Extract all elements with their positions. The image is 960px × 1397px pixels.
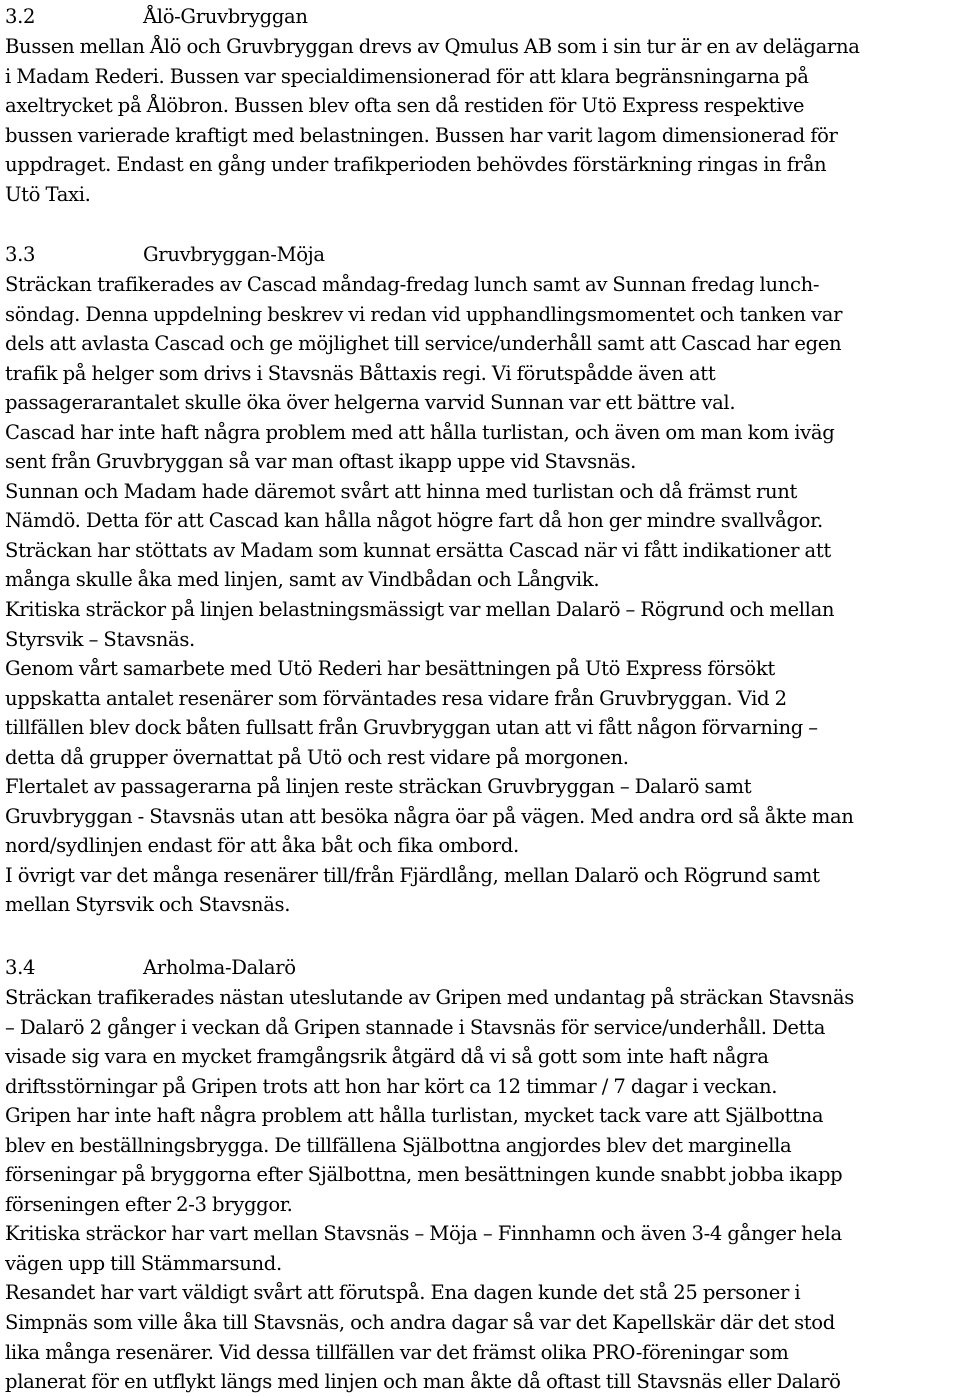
paragraph-line: bussen varierade kraftigt med belastningen. Bussen har varit lagom dimensionerad för bbox=[5, 123, 838, 147]
paragraph-line: Kritiska sträckor på linjen belastningsmässigt var mellan Dalarö – Rögrund och mellan bbox=[5, 598, 835, 622]
paragraph-line: Sunnan och Madam hade däremot svårt att hinna med turlistan och då främst runt bbox=[5, 479, 798, 503]
paragraph-line: många skulle åka med linjen, samt av Vindbådan och Långvik. bbox=[5, 568, 600, 592]
section-body bbox=[5, 32, 860, 209]
paragraph-line: Gruvbryggan - Stavsnäs utan att besöka några öar på vägen. Med andra ord så åkte man bbox=[5, 804, 854, 828]
paragraph-line: Flertalet av passagerarna på linjen reste sträckan Gruvbryggan – Dalarö samt bbox=[5, 775, 752, 799]
section-body bbox=[5, 983, 854, 1397]
paragraph-line: blev en beställningsbrygga. De tillfällena Själbottna angjordes blev det marginella bbox=[5, 1133, 792, 1157]
section-number: 3.4 bbox=[5, 956, 36, 979]
paragraph-line: söndag. Denna uppdelning beskrev vi redan vid upphandlingsmomentet och tanken var bbox=[5, 302, 843, 326]
paragraph-line: uppdraget. Endast en gång under trafikperioden behövdes förstärkning ringas in från bbox=[5, 153, 827, 177]
section-3-3 bbox=[5, 240, 854, 920]
section-number: 3.3 bbox=[5, 243, 36, 266]
section-3-4 bbox=[5, 953, 854, 1397]
paragraph-line: Simpnäs som ville åka till Stavsnäs, och andra dagar så var det Kapellskär där det stod bbox=[5, 1311, 835, 1335]
paragraph-line: förseningen efter 2-3 bryggor. bbox=[5, 1192, 293, 1216]
paragraph-line: Bussen mellan Ålö och Gruvbryggan drevs av Qmulus AB som i sin tur är en av delägarna bbox=[5, 35, 860, 58]
section-body bbox=[5, 270, 854, 920]
paragraph-line: passagerarantalet skulle öka över helgerna varvid Sunnan var ett bättre val. bbox=[5, 391, 736, 415]
section-3-2 bbox=[5, 2, 860, 209]
paragraph-line: Genom vårt samarbete med Utö Rederi har besättningen på Utö Express försökt bbox=[5, 657, 775, 681]
paragraph-line: i Madam Rederi. Bussen var specialdimensionerad för att klara begränsningarna på bbox=[5, 64, 809, 88]
paragraph-line: Kritiska sträckor har vart mellan Stavsnäs – Möja – Finnhamn och även 3-4 gånger hela bbox=[5, 1222, 842, 1246]
paragraph-line: planerat för en utflykt längs med linjen och man åkte då oftast till Stavsnäs eller Dalarö bbox=[5, 1370, 841, 1394]
section-number: 3.2 bbox=[5, 5, 36, 28]
section-title: Arholma-Dalarö bbox=[143, 956, 296, 979]
paragraph-line: Utö Taxi. bbox=[5, 182, 91, 206]
section-heading bbox=[5, 240, 854, 270]
paragraph-line: I övrigt var det många resenärer till/från Fjärdlång, mellan Dalarö och Rögrund samt bbox=[5, 863, 820, 887]
paragraph-line: – Dalarö 2 gånger i veckan då Gripen stannade i Stavsnäs för service/underhåll. Detta bbox=[5, 1015, 826, 1039]
paragraph-line: dels att avlasta Cascad och ge möjlighet till service/underhåll samt att Cascad har egen bbox=[5, 332, 842, 356]
section-title: Ålö-Gruvbryggan bbox=[143, 5, 308, 28]
paragraph-line: förseningar på bryggorna efter Själbottna, men besättningen kunde snabbt jobba ikapp bbox=[5, 1163, 843, 1187]
paragraph-line: Sträckan har stöttats av Madam som kunnat ersätta Cascad när vi fått indikationer att bbox=[5, 538, 831, 562]
paragraph-line: uppskatta antalet resenärer som förväntades resa vidare från Gruvbryggan. Vid 2 bbox=[5, 686, 787, 710]
section-title: Gruvbryggan-Möja bbox=[143, 243, 325, 266]
paragraph-line: Gripen har inte haft några problem att hålla turlistan, mycket tack vare att Själbottna bbox=[5, 1104, 824, 1128]
paragraph-line: Resandet har vart väldigt svårt att förutspå. Ena dagen kunde det stå 25 personer i bbox=[5, 1281, 801, 1305]
paragraph-line: driftsstörningar på Gripen trots att hon har kört ca 12 timmar / 7 dagar i veckan. bbox=[5, 1074, 778, 1098]
paragraph-line: visade sig vara en mycket framgångsrik åtgärd då vi så gott som inte haft några bbox=[5, 1045, 769, 1069]
paragraph-line: Nämdö. Detta för att Cascad kan hålla något högre fart då hon ger mindre svallvågor. bbox=[5, 509, 823, 533]
section-heading bbox=[5, 953, 854, 983]
paragraph-line: Sträckan trafikerades nästan uteslutande av Gripen med undantag på sträckan Stavsnäs bbox=[5, 986, 854, 1009]
paragraph-line: vägen upp till Stämmarsund. bbox=[5, 1251, 282, 1275]
paragraph-line: tillfällen blev dock båten fullsatt från Gruvbryggan utan att vi fått någon förvarning – bbox=[5, 716, 818, 740]
paragraph-line: trafik på helger som drivs i Stavsnäs Båttaxis regi. Vi förutspådde även att bbox=[5, 361, 716, 385]
paragraph-line: axeltrycket på Ålöbron. Bussen blev ofta sen då restiden för Utö Express respektive bbox=[5, 94, 805, 118]
paragraph-line: mellan Styrsvik och Stavsnäs. bbox=[5, 893, 291, 917]
paragraph-line: Sträckan trafikerades av Cascad måndag-fredag lunch samt av Sunnan fredag lunch- bbox=[5, 273, 820, 296]
paragraph-line: detta då grupper övernattat på Utö och rest vidare på morgonen. bbox=[5, 745, 629, 769]
section-heading bbox=[5, 2, 860, 32]
paragraph-line: Styrsvik – Stavsnäs. bbox=[5, 627, 195, 651]
paragraph-line: Cascad har inte haft några problem med att hålla turlistan, och även om man kom iväg bbox=[5, 420, 835, 444]
paragraph-line: sent från Gruvbryggan så var man oftast ikapp uppe vid Stavsnäs. bbox=[5, 450, 637, 474]
paragraph-line: lika många resenärer. Vid dessa tillfällen var det främst olika PRO-föreningar som bbox=[5, 1340, 789, 1364]
paragraph-line: nord/sydlinjen endast för att åka båt och fika ombord. bbox=[5, 834, 519, 858]
